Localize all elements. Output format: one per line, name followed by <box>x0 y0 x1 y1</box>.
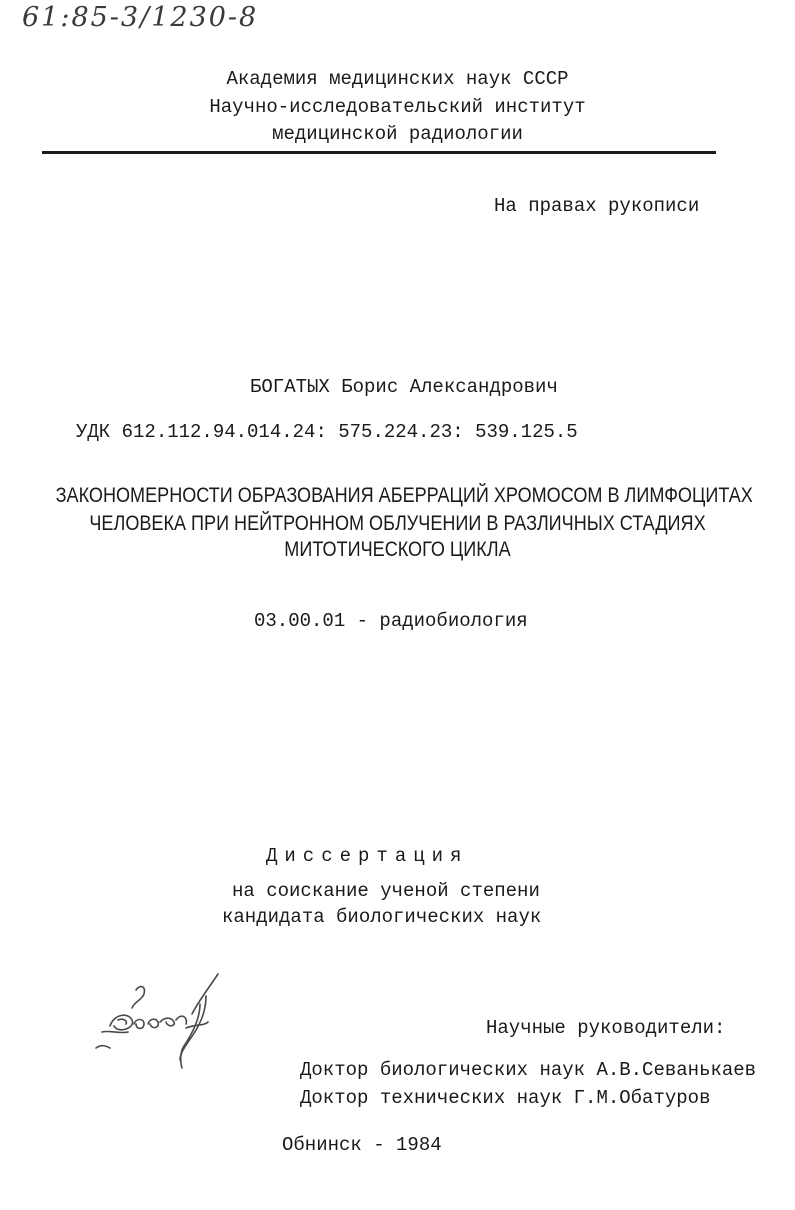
specialty-code: 03.00.01 - радиобиология <box>254 610 528 632</box>
place-and-year: Обнинск - 1984 <box>282 1134 442 1156</box>
title-line-2: ЧЕЛОВЕКА ПРИ НЕЙТРОННОМ ОБЛУЧЕНИИ В РАЗЛИЧНЫХ СТАДИЯХ <box>89 512 706 535</box>
dissertation-heading: Диссертация <box>266 845 469 867</box>
author-name: БОГАТЫХ Борис Александрович <box>250 376 558 398</box>
handwritten-signature-icon <box>88 962 238 1082</box>
header-academy: Академия медицинских наук СССР <box>226 68 569 90</box>
udc-code: УДК 612.112.94.014.24: 575.224.23: 539.125.5 <box>76 421 578 443</box>
title-line-1: ЗАКОНОМЕРНОСТИ ОБРАЗОВАНИЯ АБЕРРАЦИЙ ХРОМОСОМ В ЛИМФОЦИТАХ <box>55 484 753 507</box>
supervisor-2: Доктор технических наук Г.М.Обатуров <box>300 1087 711 1109</box>
dissertation-science-line: кандидата биологических наук <box>222 906 542 928</box>
header-divider <box>42 151 716 154</box>
header-department: медицинской радиологии <box>272 123 523 145</box>
rights-note: На правах рукописи <box>494 195 700 217</box>
dissertation-degree-line: на соискание ученой степени <box>232 880 540 902</box>
title-line-3: МИТОТИЧЕСКОГО ЦИКЛА <box>284 538 511 561</box>
supervisors-label: Научные руководители: <box>486 1017 726 1039</box>
handwritten-archive-number: 61:85-3/1230-8 <box>22 2 259 33</box>
header-institute: Научно-исследовательский институт <box>209 96 586 118</box>
supervisor-1: Доктор биологических наук А.В.Севанькаев <box>300 1059 757 1081</box>
